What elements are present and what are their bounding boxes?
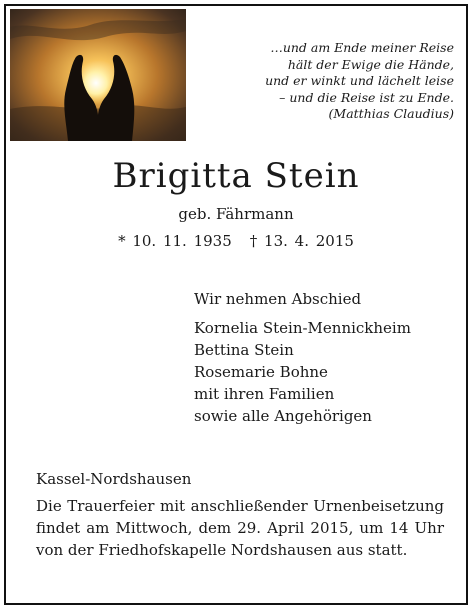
birth-date: * 10. 11. 1935 <box>118 232 232 250</box>
death-date: † 13. 4. 2015 <box>249 232 354 250</box>
mourner-name: sowie alle Angehörigen <box>194 407 372 425</box>
mourner-name: Kornelia Stein-Mennickheim <box>194 319 411 337</box>
obituary-card <box>4 4 468 605</box>
sunset-hands-image <box>10 9 186 141</box>
quote-line: …und am Ende meiner Reise <box>270 40 454 55</box>
birth-name: geb. Fährmann <box>178 205 294 223</box>
mourner-name: Rosemarie Bohne <box>194 363 328 381</box>
quote-line: und er winkt und lächelt leise <box>265 73 454 88</box>
mourner-name: mit ihren Familien <box>194 385 335 403</box>
mourners-block <box>194 288 411 427</box>
farewell-intro: Wir nehmen Abschied <box>194 290 362 308</box>
deceased-name: Brigitta Stein <box>112 156 360 196</box>
quote-author: (Matthias Claudius) <box>328 106 454 121</box>
poem-quote <box>242 40 454 123</box>
life-dates <box>6 232 466 250</box>
location: Kassel-Nordshausen <box>36 470 192 488</box>
cupped-hands-sun-photo <box>10 9 186 141</box>
quote-line: hält der Ewige die Hände, <box>287 56 454 72</box>
quote-line: – und die Reise ist zu Ende. <box>279 89 454 105</box>
service-announcement: Die Trauerfeier mit anschließender Urnenbeisetzung findet am Mittwoch, dem 29. April 2015, um 14 Uhr von der Friedhofskapelle Nordshausen aus statt. <box>36 497 444 559</box>
mourner-name: Bettina Stein <box>194 341 294 359</box>
